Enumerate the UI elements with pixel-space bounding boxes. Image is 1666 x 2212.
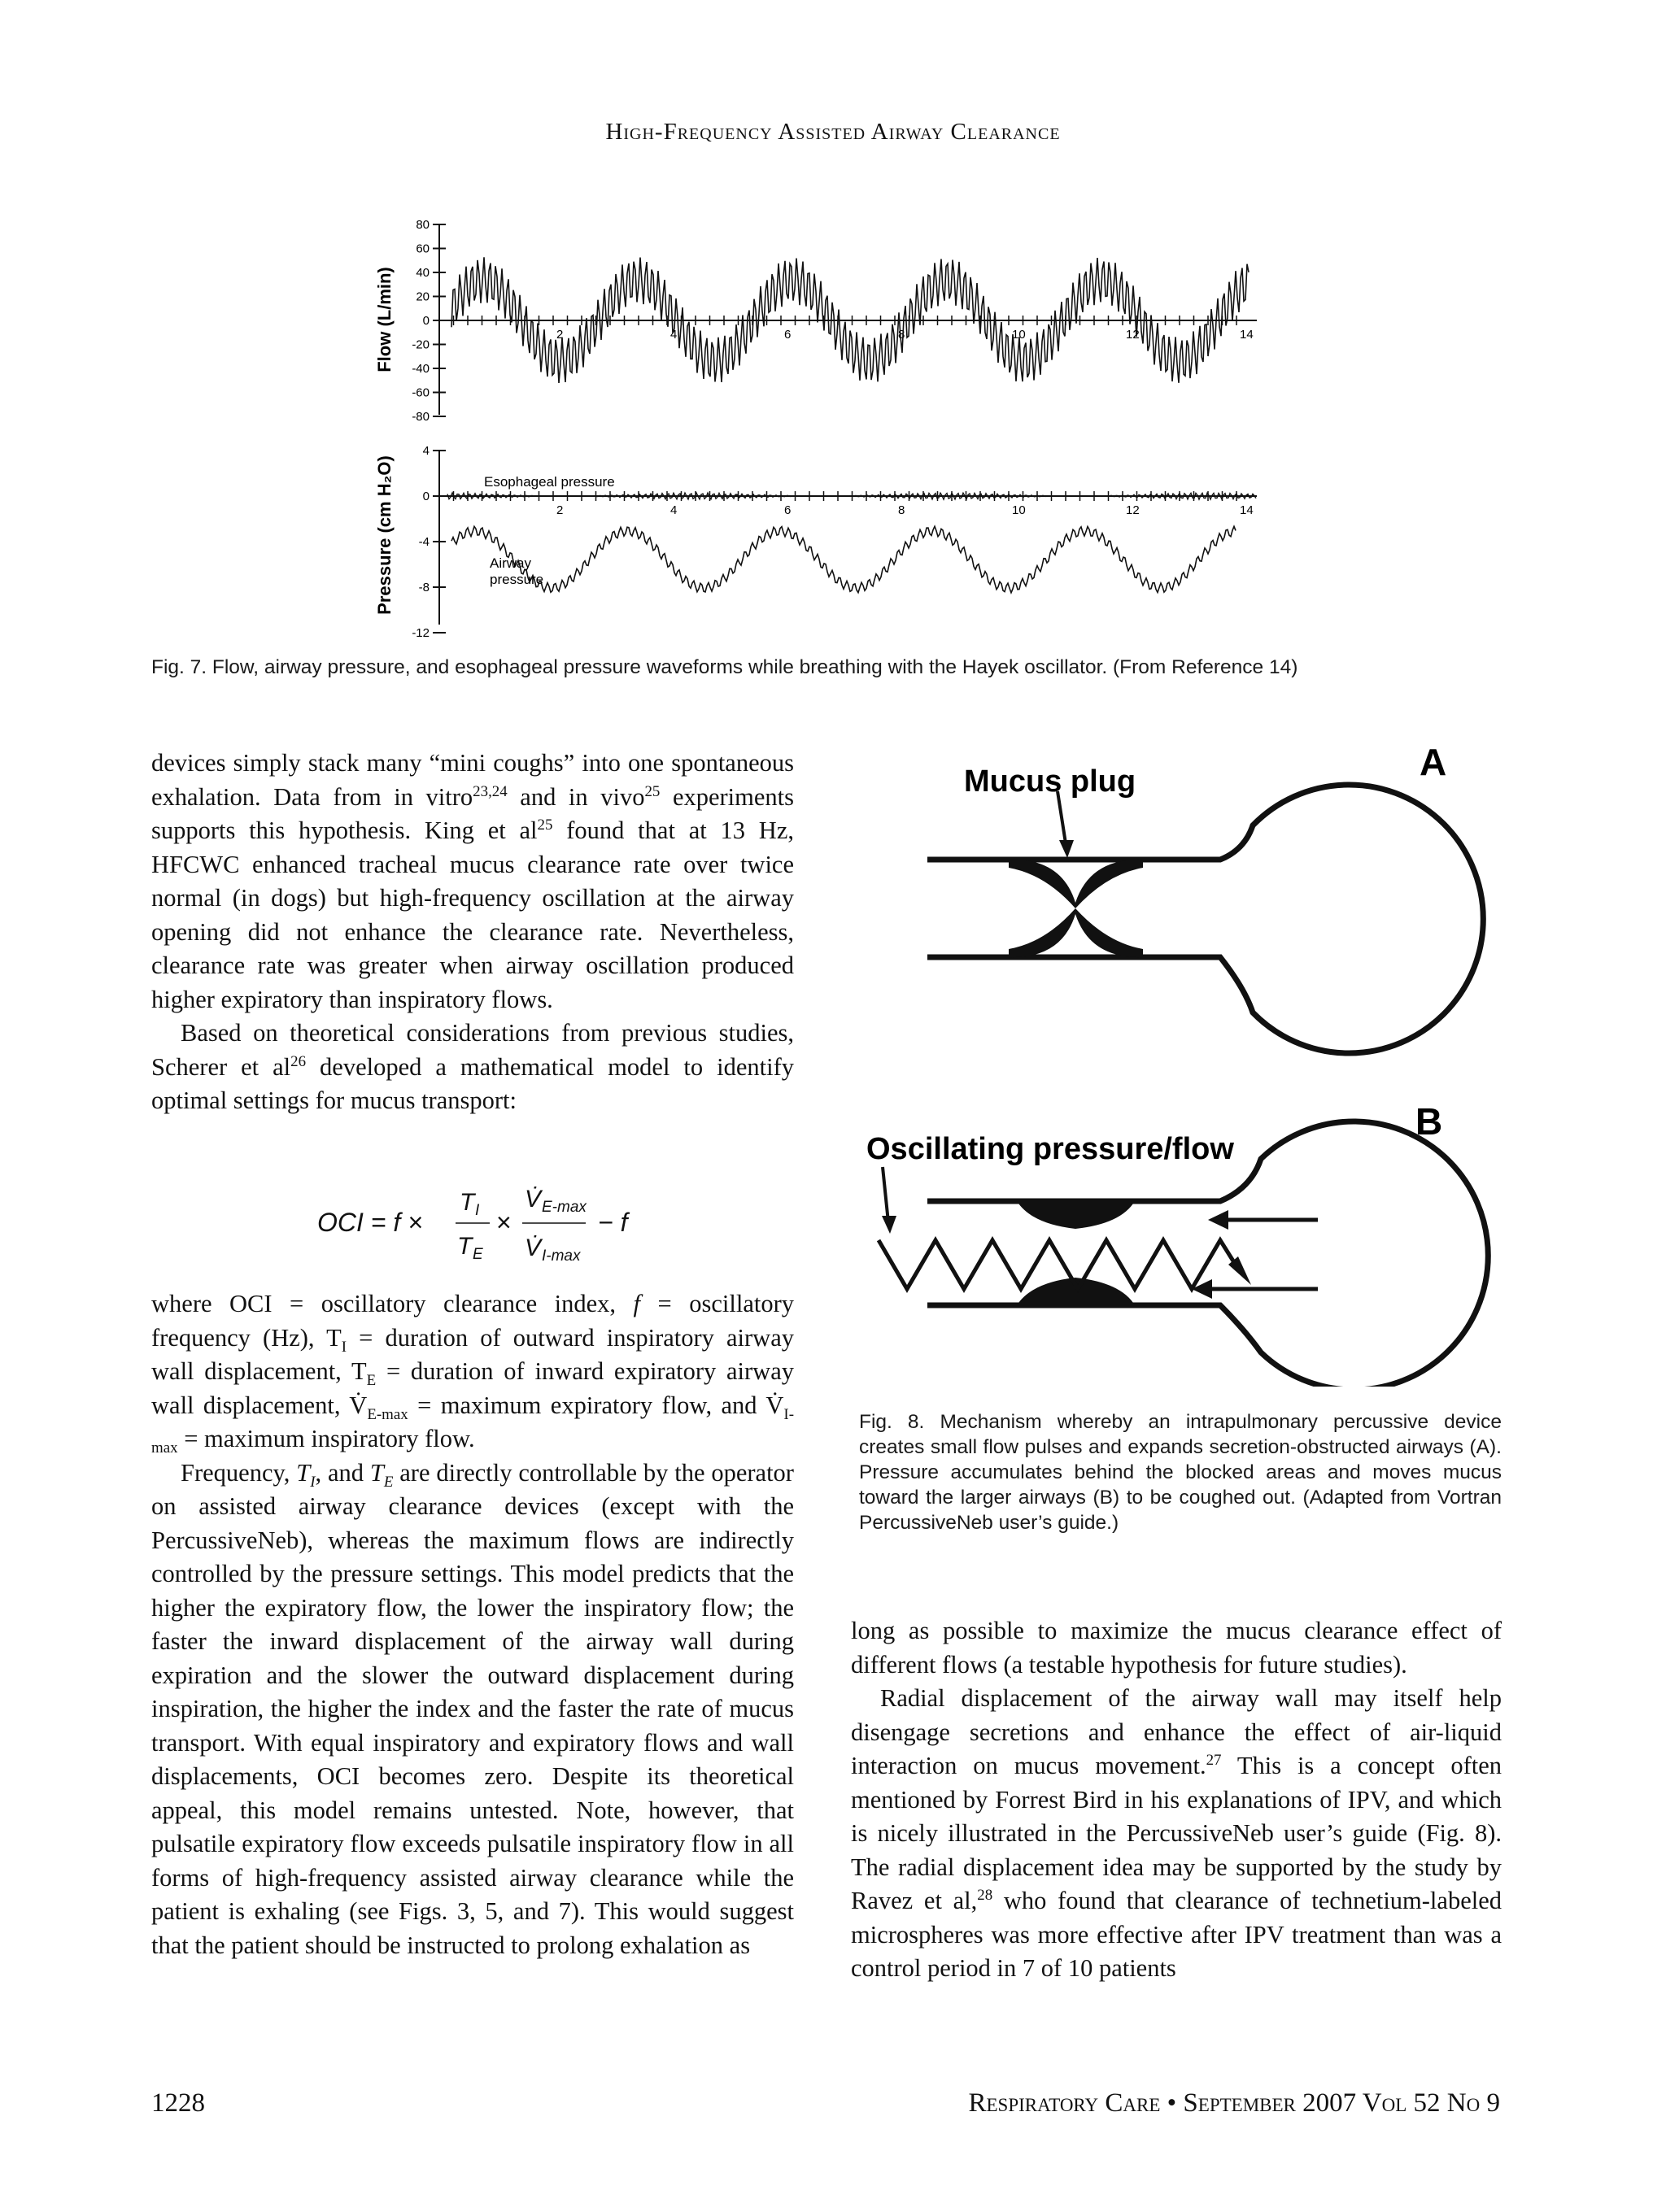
flow-x-tick-label: 12 (1126, 328, 1140, 342)
pressure-y-label: Pressure (cm H₂O) (374, 455, 395, 615)
mucus-plug-b-top (1017, 1201, 1135, 1229)
flow-tick-label: 60 (416, 242, 430, 256)
flow-x-tick-label: 10 (1012, 328, 1026, 342)
pressure-tick-label: 0 (422, 490, 430, 503)
pressure-x-tick-label: 12 (1126, 503, 1140, 517)
flow-x-tick-label: 4 (670, 328, 678, 342)
mucus-plug-pointer (1058, 791, 1066, 843)
flow-tick-label: -40 (412, 362, 430, 376)
mucus-plug-a-top (1009, 860, 1143, 908)
pressure-tick-label: -4 (418, 535, 430, 549)
mucus-plug-a-bottom (1009, 908, 1143, 957)
figure-8-caption: Fig. 8. Mechanism whereby an intrapulmonary percussive device creates small flow pulses and expands secretion-obstructed airways (A). Pressure accumulates behind the blocked areas and moves mucus toward the larger airways (B) to be coughed out. (Adapted from Vortran PercussiveNeb user’s guide.) (859, 1411, 1502, 1534)
flow-tick-label: -80 (412, 410, 430, 424)
pressure-x-tick-label: 4 (670, 503, 678, 517)
flow-y-label: Flow (L/min) (374, 267, 395, 372)
left-paragraph-3: where OCI = oscillatory clearance index, f = oscillatory frequency (Hz), $T_I$ = duration of outward inspiratory airway wall displacement, $T_E$ = duration of inward expiratory airway wall displacement, $V̇_{E-max}$ = maximum expiratory flow, and $V̇_{I-max}$ = maximum inspiratory flow. Frequency, $T_I$, and $T_E$ are directly controllable by the operator on assisted airway clearance devices (except with the PercussiveNeb), whereas the maximum flows are indirectly controlled by the pressure settings. This model predicts that the higher the expiratory flow, the lower the inspiratory flow; the faster the inward displacement of the airway wall during expiration and the slower the outward displacement during inspiration, the higher the index and the faster the rate of mucus transport. With equal inspiratory and expiratory flows and wall displacements, OCI becomes zero. Despite its theoretical appeal, this model remains untested. Note, however, that pulsatile expiratory flow exceeds pulsatile inspiratory flow in all forms of high-frequency assisted airway clearance while the patient is exhaling (see Figs. 3, 5, and 7). This would suggest that the patient should be instructed to prolong exhalation as (151, 1290, 794, 1959)
svg-text:I: I (475, 1202, 480, 1219)
pressure-tick-label: -12 (412, 626, 430, 640)
airway-pressure-label-2: pressure (490, 572, 544, 587)
svg-text:V̇: V̇ (525, 1186, 542, 1213)
flow-x-tick-label: 14 (1240, 328, 1254, 342)
flow-tick-label: -20 (412, 337, 430, 352)
pressure-x-tick-label: 2 (556, 503, 564, 517)
figure-7 (374, 210, 1269, 649)
flow-tick-label: 0 (422, 314, 430, 328)
panel-b-label: B (1415, 1100, 1443, 1143)
panel-a-label: A (1420, 741, 1447, 783)
flow-tick-label: 80 (416, 218, 430, 232)
journal-footer: Respiratory Care • September 2007 Vol 52 No 9 (968, 2088, 1500, 2118)
left-paragraph-1: devices simply stack many “mini coughs” into one spontaneous exhalation. Data from in vitro$^{23,24}$ and in vivo$^{25}$ experiments supports this hypothesis. King et $al^{25}$ found that at 13 Hz, HFCWC enhanced tracheal mucus clearance rate over twice normal (in dogs) but high-frequency oscillation at the airway opening did not enhance the clearance rate. Nevertheless, clearance rate was greater when airway oscillation produced higher expiratory than inspiratory flows. Based on theoretical considerations from previous studies, Scherer et $al^{26}$ developed a mathematical model to identify optimal settings for mucus transport: (151, 749, 794, 1114)
running-head: High-Frequency Assisted Airway Clearance (605, 119, 1061, 145)
pressure-x-tick-label: 10 (1012, 503, 1026, 517)
flow-x-tick-label: 8 (898, 328, 905, 342)
svg-text:V̇: V̇ (525, 1234, 542, 1261)
right-column-text: long as possible to maximize the mucus clearance effect of different flows (a testable hypothesis for future studies). Radial displacement of the airway wall may itself help disengage secretions and enhance the effect of air-liquid interaction on mucus movement.$^{27}$ This is a concept often mentioned by Forrest Bird in his explanations of IPV, and which is nicely illustrated in the PercussiveNeb user’s guide (Fig. 8). The radial displacement idea may be supported by the study by Ravez et al,$^{28}$ who found that clearance of technetium-labeled microspheres was more effective after IPV treatment than was a control period in 7 of 10 patients (851, 1617, 1502, 1982)
svg-text:×: × (496, 1208, 512, 1237)
flow-tick-label: 40 (416, 266, 430, 280)
svg-text:E: E (473, 1246, 483, 1263)
svg-text:− f: − f (598, 1208, 628, 1237)
oci-equation (317, 1171, 659, 1277)
airway-pressure-waveform (451, 526, 1236, 593)
svg-text:E-max: E-max (542, 1199, 587, 1216)
esophageal-pressure-label: Esophageal pressure (484, 474, 615, 490)
mucus-plug-label: Mucus plug (964, 764, 1136, 799)
figure-8 (862, 736, 1513, 1387)
flow-tick-label: -60 (412, 385, 430, 400)
page-number: 1228 (151, 2088, 205, 2118)
svg-text:T: T (457, 1233, 473, 1260)
svg-text:OCI = f ×: OCI = f × (317, 1208, 423, 1237)
airway-a-outline (927, 785, 1483, 1053)
pressure-x-tick-label: 8 (898, 503, 905, 517)
pressure-x-tick-label: 6 (784, 503, 792, 517)
oscillation-pointer (883, 1167, 888, 1222)
svg-text:T: T (460, 1189, 475, 1216)
pressure-tick-label: -8 (418, 581, 430, 594)
oscillating-label: Oscillating pressure/flow (866, 1132, 1234, 1166)
svg-text:I-max: I-max (542, 1248, 581, 1265)
flow-x-tick-label: 6 (784, 328, 792, 342)
airway-pressure-label-1: Airway (490, 555, 532, 571)
figure-7-caption: Fig. 7. Flow, airway pressure, and esophageal pressure waveforms while breathing with the Hayek oscillator. (From Reference 14) (151, 656, 1298, 678)
flow-tick-label: 20 (416, 290, 430, 304)
pressure-tick-label: 4 (422, 444, 430, 458)
pressure-x-tick-label: 14 (1240, 503, 1254, 517)
flow-x-tick-label: 2 (556, 328, 564, 342)
